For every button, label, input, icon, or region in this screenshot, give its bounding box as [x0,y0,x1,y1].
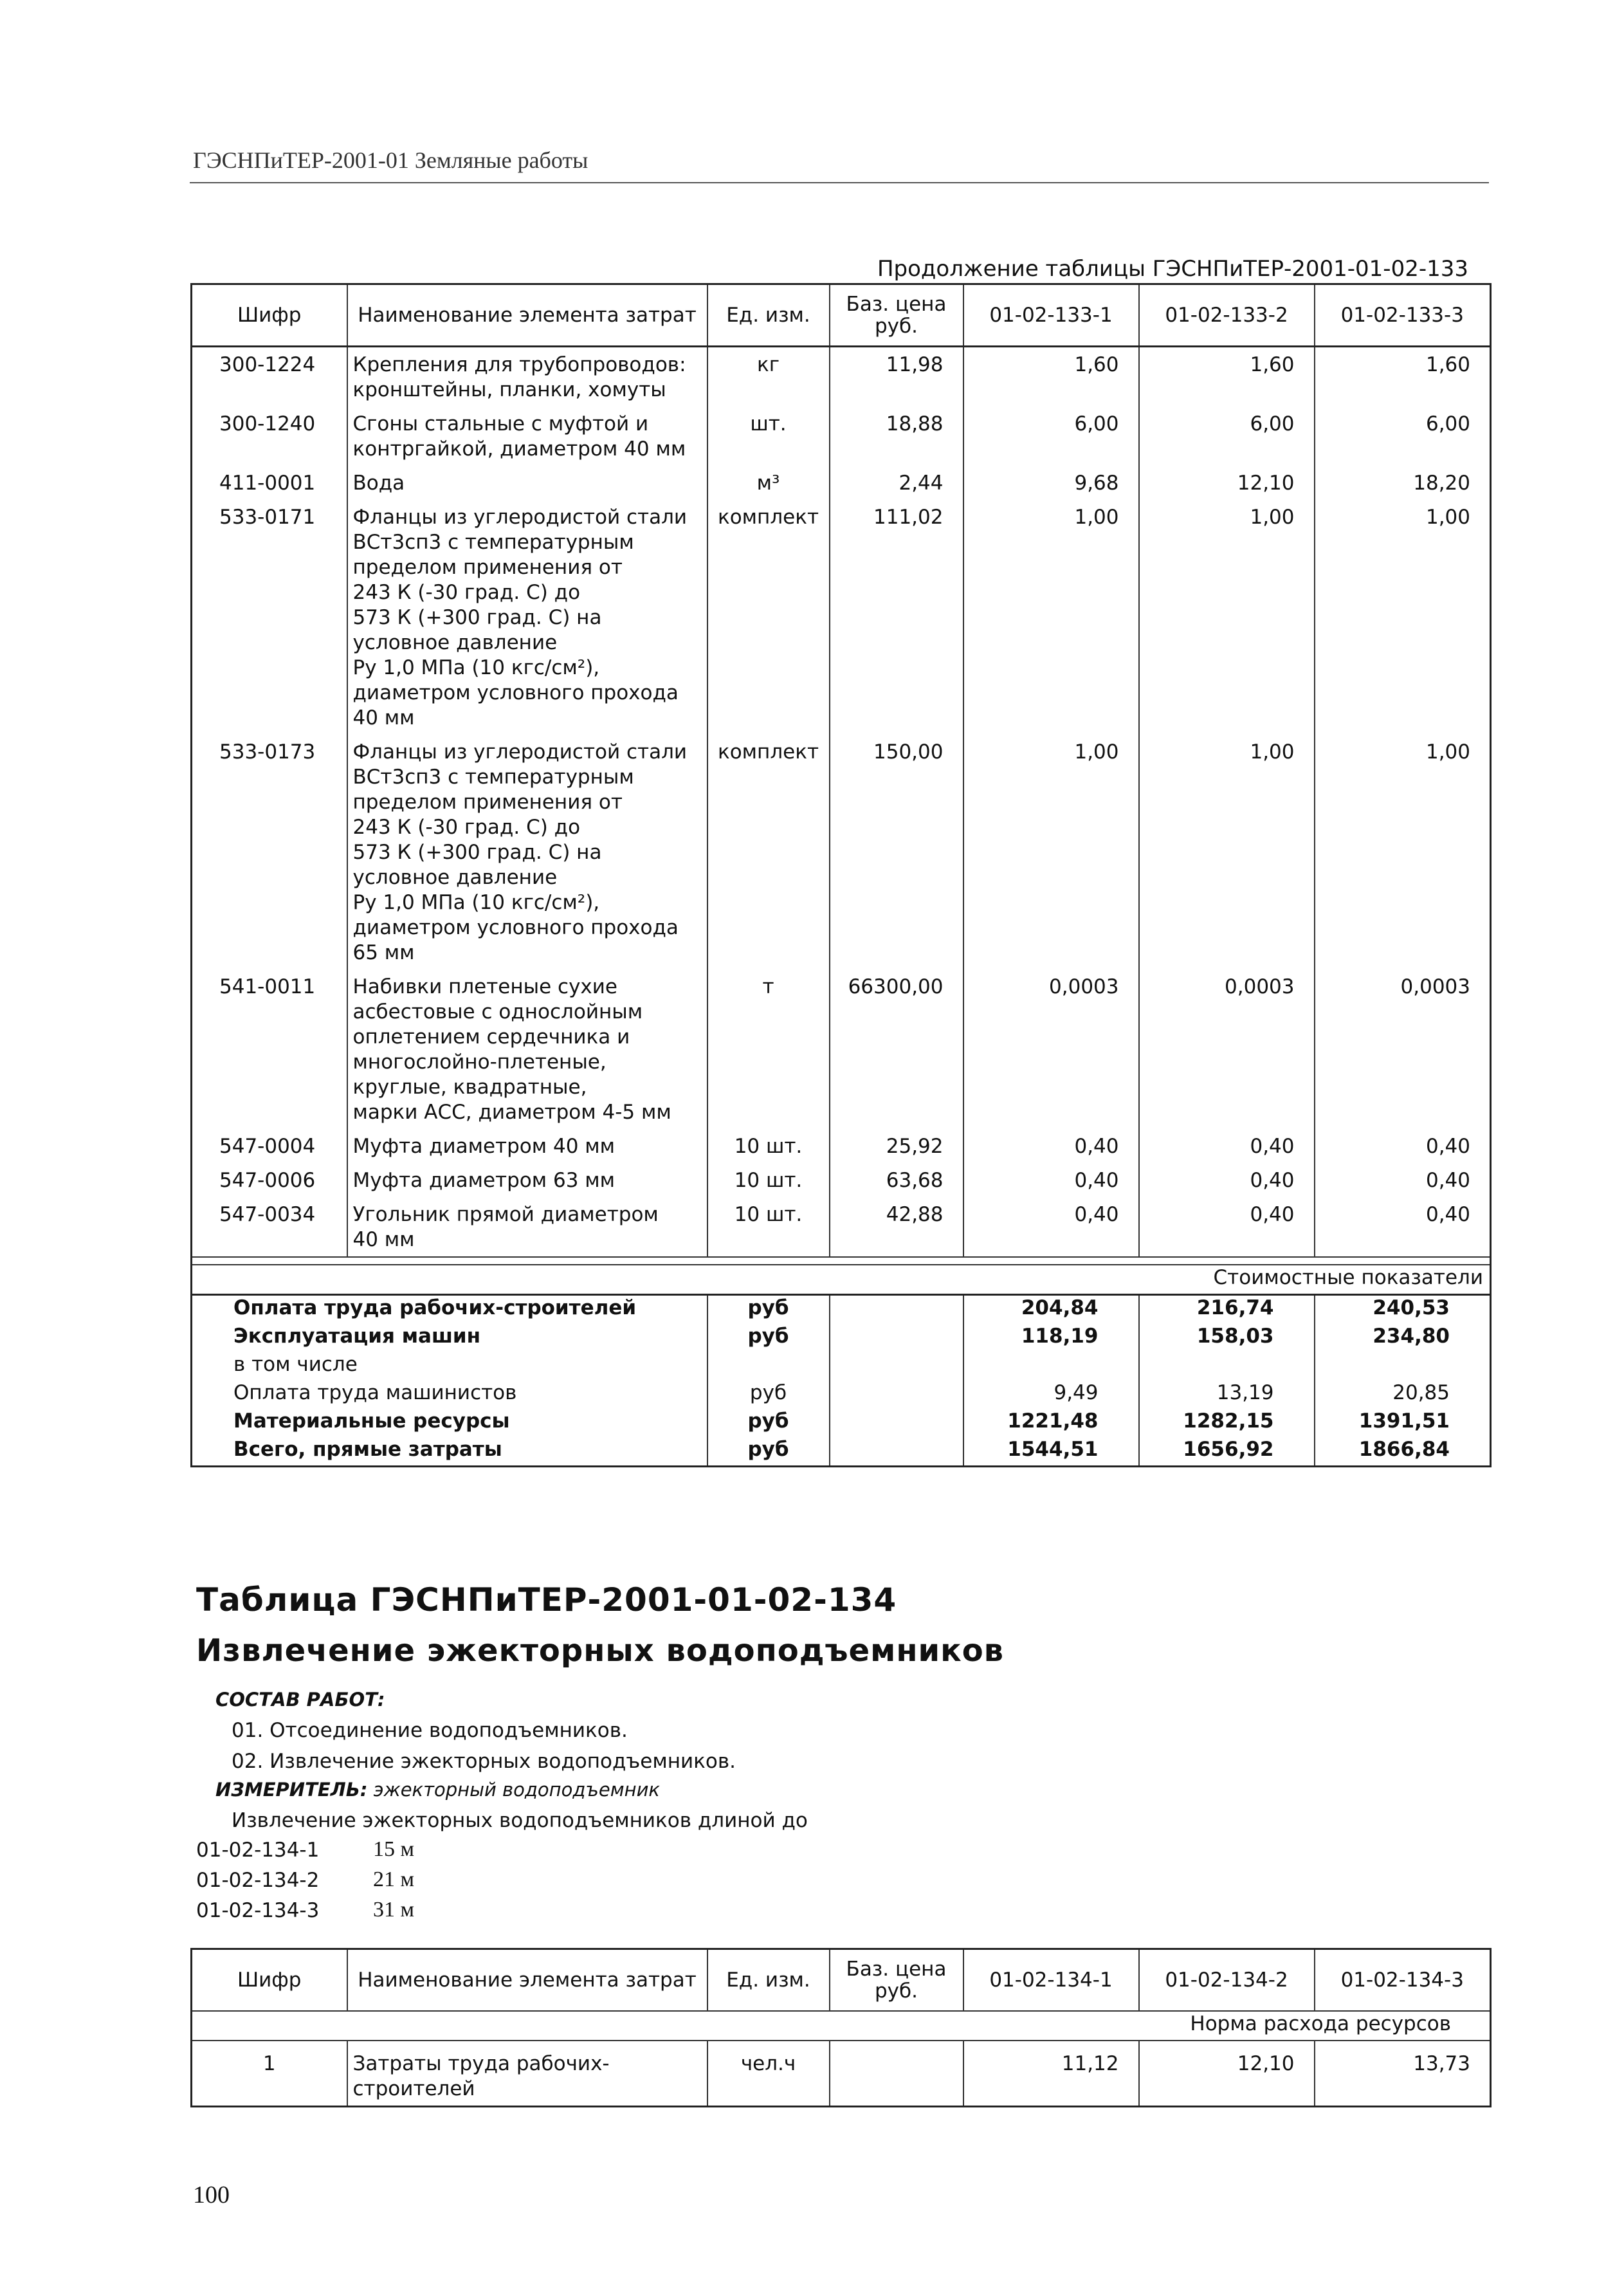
cell-value-3: 0,40 [1425,1169,1470,1192]
cell-name-line: оплетением сердечника и [352,1025,630,1049]
cost-value-2: 216,74 [1139,1295,1315,1325]
cell-value-3: 0,40 [1425,1135,1470,1158]
cell-name-line: марки АСС, диаметром 4-5 мм [352,1101,671,1124]
cost-value-1: 1221,48 [963,1409,1139,1437]
cell-value-2: 0,40 [1139,1129,1315,1163]
cost-label: Всего, прямые затраты [192,1437,707,1467]
variant-value-1: 15 м [373,1837,415,1861]
cell-value-2: 1,00 [1139,500,1315,735]
cell-name [347,1197,707,1257]
cell-unit: 10 шт. [707,1197,830,1257]
col-header-variant-1: 01-02-134-1 [963,1949,1139,2012]
cell-value-3: 1,00 [1425,506,1470,529]
cost-caption: Стоимостные показатели [192,1265,1491,1295]
cell-unit: комплект [707,735,830,969]
cell-value-3: 0,40 [1425,1203,1470,1226]
variant-code-2: 01-02-134-2 [196,1869,320,1892]
running-header: ГЭСНПиТЕР-2001-01 Земляные работы [193,147,588,173]
cell-name [347,466,707,500]
cost-value-3: 1866,84 [1358,1438,1450,1461]
cell-code: 541-0011 [219,975,316,998]
cell-code: 547-0006 [219,1169,316,1192]
cell-value-1: 0,40 [963,1129,1139,1163]
variant-value-2: 21 м [373,1868,415,1891]
page-number: 100 [193,2181,230,2208]
cost-unit: руб [707,1409,830,1437]
cell-name-line: пределом применения от [352,791,623,814]
cell-code: 300-1224 [219,353,316,376]
cell-name-line: условное давление [352,631,558,654]
cell-value-3: 6,00 [1425,412,1470,436]
cell-code: 547-0034 [219,1203,316,1226]
cell-name [347,735,707,969]
cost-value-2: 13,19 [1139,1381,1315,1409]
cell-name [347,407,707,466]
cell-name [347,347,707,407]
cell-value-3: 1,60 [1425,353,1470,376]
cell-name-line: Вода [352,472,405,495]
resource-table-134 [190,1948,1492,2107]
cell-name-line: кронштейны, планки, хомуты [352,378,666,401]
cost-price-empty [830,1381,963,1409]
cell-name-line: Ру 1,0 МПа (10 кгс/см²), [352,891,600,914]
cell-price: 111,02 [830,500,963,735]
variant-code-3: 01-02-134-3 [196,1899,320,1922]
cell-code: 1 [262,2052,276,2075]
cell-name-line: контргайкой, диаметром 40 мм [352,437,686,461]
cell-name-line: диаметром условного прохода [352,681,679,704]
col-header-price: Баз. цена руб. [830,284,963,347]
cost-value-2: 158,03 [1139,1324,1315,1352]
col-header-variant-2: 01-02-133-2 [1139,284,1315,347]
cell-price [830,2041,963,2107]
table-row [192,1163,1491,1197]
work-item-2: 02. Извлечение эжекторных водоподъемников. [232,1750,736,1773]
resource-table-133 [190,283,1492,1467]
cell-unit: комплект [707,500,830,735]
table-row [192,1129,1491,1163]
cost-value-2: 1656,92 [1139,1437,1315,1467]
cost-unit: руб [707,1295,830,1325]
col-header-variant-3: 01-02-134-3 [1315,1949,1491,2012]
cell-name-line: 573 К (+300 град. С) на [352,841,602,864]
meter-line [215,1779,660,1801]
cost-label: в том числе [192,1352,707,1381]
cell-name [347,1163,707,1197]
cell-unit: 10 шт. [707,1163,830,1197]
cell-name-line: круглые, квадратные, [352,1076,587,1099]
cell-name-line: ВСт3сп3 с температурным [352,531,634,554]
cell-name-line: Фланцы из углеродистой стали [352,740,688,764]
table-row [192,347,1491,407]
cell-unit: т [707,969,830,1129]
cell-name-line: многослойно-плетеные, [352,1051,607,1074]
table-separator-row [192,1257,1491,1265]
cost-row [192,1409,1491,1437]
cell-price: 42,88 [830,1197,963,1257]
work-item-1: 01. Отсоединение водоподъемников. [232,1719,628,1742]
cell-code: 547-0004 [219,1135,316,1158]
cell-value-2: 12,10 [1139,466,1315,500]
col-header-unit: Ед. изм. [707,284,830,347]
cost-unit: руб [707,1381,830,1409]
table-row [192,466,1491,500]
cell-value-2: 0,40 [1139,1197,1315,1257]
cell-name-line: 243 К (-30 град. С) до [352,816,581,839]
cell-value-1: 1,60 [963,347,1139,407]
cost-label: Оплата труда рабочих-строителей [192,1295,707,1325]
cell-unit: чел.ч [707,2041,830,2107]
table-134-subtitle: Извлечение эжекторных водоподъемников [196,1633,1005,1669]
cost-value-3: 234,80 [1373,1325,1450,1348]
cost-unit [707,1352,830,1381]
cell-price: 25,92 [830,1129,963,1163]
cell-name-line: 40 мм [352,706,415,730]
cell-unit: 10 шт. [707,1129,830,1163]
cost-value-1: 9,49 [963,1381,1139,1409]
cell-unit: кг [707,347,830,407]
col-header-variant-3: 01-02-133-3 [1315,284,1491,347]
cell-value-1: 1,00 [963,735,1139,969]
meter-label: ИЗМЕРИТЕЛЬ: [215,1779,368,1801]
col-header-variant-2: 01-02-134-2 [1139,1949,1315,2012]
cell-name-line: Сгоны стальные с муфтой и [352,412,649,436]
cell-name-line: 243 К (-30 град. С) до [352,581,581,604]
cost-value-1: 1544,51 [963,1437,1139,1467]
table-row [192,500,1491,735]
cell-name-line: Фланцы из углеродистой стали [352,506,688,529]
cost-caption-row [192,1265,1491,1295]
cell-name-line: Муфта диаметром 40 мм [352,1135,616,1158]
cell-name [347,1129,707,1163]
cell-price: 63,68 [830,1163,963,1197]
cell-name-line: Набивки плетеные сухие [352,975,617,998]
cell-name-line: пределом применения от [352,556,623,579]
table-134-title: Таблица ГЭСНПиТЕР-2001-01-02-134 [196,1581,897,1619]
cost-label: Эксплуатация машин [192,1324,707,1352]
cell-value-1: 0,40 [963,1197,1139,1257]
cell-name-line: 65 мм [352,941,415,964]
norm-caption-row [192,2011,1491,2041]
meter-value: эжекторный водоподъемник [373,1779,660,1801]
variants-description: Извлечение эжекторных водоподъемников длиной до [232,1809,808,1832]
cell-name-line: асбестовые с однослойным [352,1000,643,1023]
table-header-row [192,284,1491,347]
cost-unit: руб [707,1324,830,1352]
cost-price-empty [830,1324,963,1352]
col-header-price: Баз. цена руб. [830,1949,963,2012]
cell-value-2: 1,00 [1139,735,1315,969]
table-row [192,1197,1491,1257]
col-header-code: Шифр [192,1949,347,2012]
cost-price-empty [830,1352,963,1381]
cost-label: Оплата труда машинистов [192,1381,707,1409]
col-header-variant-1: 01-02-133-1 [963,284,1139,347]
cell-price: 66300,00 [830,969,963,1129]
cost-price-empty [830,1295,963,1325]
cost-value-2: 1282,15 [1139,1409,1315,1437]
cost-value-1 [963,1352,1139,1381]
cell-name-line: Муфта диаметром 63 мм [352,1169,616,1192]
cell-value-2: 0,40 [1139,1163,1315,1197]
cell-name-line: Угольник прямой диаметром [352,1203,659,1226]
table-row [192,735,1491,969]
cell-price: 150,00 [830,735,963,969]
col-header-unit: Ед. изм. [707,1949,830,2012]
cell-value-2: 0,0003 [1139,969,1315,1129]
cell-value-1: 1,00 [963,500,1139,735]
cell-name-line: Ру 1,0 МПа (10 кгс/см²), [352,656,600,679]
cost-value-3: 1391,51 [1358,1409,1450,1433]
col-header-code: Шифр [192,284,347,347]
cell-code: 411-0001 [219,472,316,495]
cell-name [347,500,707,735]
cost-unit: руб [707,1437,830,1467]
cell-value-3: 18,20 [1413,472,1470,495]
cost-label: Материальные ресурсы [192,1409,707,1437]
cell-name-line: диаметром условного прохода [352,916,679,939]
cell-name [347,969,707,1129]
col-header-name: Наименование элемента затрат [347,284,707,347]
table-continuation-caption: Продолжение таблицы ГЭСНПиТЕР-2001-01-02-133 [877,256,1468,282]
cell-code: 300-1240 [219,412,316,436]
cost-value-1: 204,84 [963,1295,1139,1325]
cell-value-1: 0,0003 [963,969,1139,1129]
cell-name-line: условное давление [352,866,558,889]
cost-row [192,1381,1491,1409]
cell-value-1: 0,40 [963,1163,1139,1197]
cell-value-2: 1,60 [1139,347,1315,407]
cell-price: 2,44 [830,466,963,500]
col-header-name: Наименование элемента затрат [347,1949,707,2012]
cell-name-line: строителей [352,2077,475,2100]
cell-name-line: Крепления для трубопроводов: [352,353,686,376]
header-rule [190,182,1489,183]
cell-unit: м³ [707,466,830,500]
cell-price: 11,98 [830,347,963,407]
cost-price-empty [830,1409,963,1437]
table-row [192,2041,1491,2107]
work-composition-label: СОСТАВ РАБОТ: [215,1689,385,1711]
cost-value-2 [1139,1352,1315,1381]
variant-code-1: 01-02-134-1 [196,1839,320,1862]
cell-code: 533-0171 [219,506,316,529]
cell-value-1: 11,12 [963,2041,1139,2107]
cost-row [192,1295,1491,1325]
cell-name [347,2041,707,2107]
cell-code: 533-0173 [219,740,316,764]
cost-row [192,1437,1491,1467]
table-row [192,969,1491,1129]
table-row [192,407,1491,466]
cell-value-3: 1,00 [1425,740,1470,764]
cell-name-line: Затраты труда рабочих- [352,2052,610,2075]
cost-value-3: 240,53 [1373,1296,1450,1319]
cost-row [192,1352,1491,1381]
variant-value-3: 31 м [373,1898,415,1922]
cell-price: 18,88 [830,407,963,466]
cell-name-line: 573 К (+300 град. С) на [352,606,602,629]
cost-value-3: 20,85 [1392,1381,1450,1404]
cost-value-3 [1315,1352,1491,1381]
cell-unit: шт. [707,407,830,466]
cell-value-2: 6,00 [1139,407,1315,466]
cost-value-1: 118,19 [963,1324,1139,1352]
cell-value-3: 13,73 [1315,2041,1491,2107]
cell-value-2: 12,10 [1139,2041,1315,2107]
cell-name-line: ВСт3сп3 с температурным [352,766,634,789]
separator-cell [192,1257,1491,1265]
cell-value-1: 6,00 [963,407,1139,466]
cell-name-line: 40 мм [352,1228,415,1251]
cost-price-empty [830,1437,963,1467]
norm-caption: Норма расхода ресурсов [192,2011,1491,2041]
cell-value-3: 0,0003 [1400,975,1470,998]
table-header-row [192,1949,1491,2012]
cell-value-1: 9,68 [963,466,1139,500]
cost-row [192,1324,1491,1352]
